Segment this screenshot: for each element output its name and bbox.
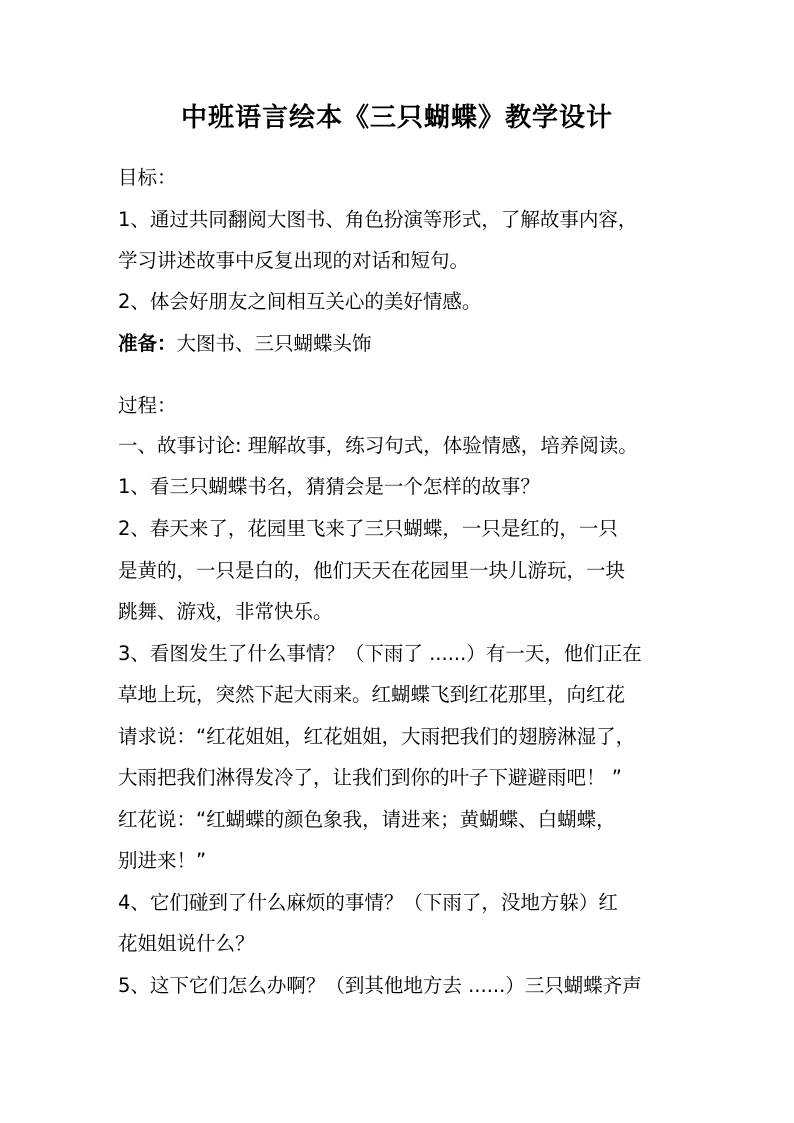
step-3-line-4: 大雨把我们淋得发冷了，让我们到你的叶子下避避雨吧！ ” xyxy=(118,766,622,789)
goal-1-line-2: 学习讲述故事中反复出现的对话和短句。 xyxy=(118,249,470,272)
step-3-line-2: 草地上玩，突然下起大雨来。红蝴蝶飞到红花那里，向红花 xyxy=(118,683,626,706)
process-heading: 过程： xyxy=(118,394,177,417)
step-3-line-3: 请求说：“红花姐姐，红花姐姐，大雨把我们的翅膀淋湿了， xyxy=(118,725,636,748)
part-1-heading: 一、故事讨论: 理解故事，练习句式，体验情感，培养阅读。 xyxy=(118,434,638,457)
step-4-line-1: 4、它们碰到了什么麻烦的事情？（下雨了，没地方躲）红 xyxy=(118,891,618,914)
step-2-line-1: 2、春天来了，花园里飞来了三只蝴蝶，一只是红的，一只 xyxy=(118,517,618,540)
prep-label: 准备： xyxy=(118,332,177,355)
step-3-line-1: 3、看图发生了什么事情？（下雨了 ......）有一天，他们正在 xyxy=(118,642,642,665)
prep-line xyxy=(118,329,698,359)
step-2-line-2: 是黄的，一只是白的，他们天天在花园里一块儿游玩，一块 xyxy=(118,559,626,582)
goal-1-line-1: 1、通过共同翻阅大图书、角色扮演等形式，了解故事内容， xyxy=(118,208,638,231)
step-1: 1、看三只蝴蝶书名，猜猜会是一个怎样的故事？ xyxy=(118,475,540,498)
prep-text: 大图书、三只蝴蝶头饰 xyxy=(176,332,372,355)
goal-2: 2、体会好朋友之间相互关心的美好情感。 xyxy=(118,290,482,313)
goals-heading: 目标： xyxy=(118,166,177,189)
step-5-line-1: 5、这下它们怎么办啊？（到其他地方去 ......）三只蝴蝶齐声 xyxy=(118,974,642,997)
document-title: 中班语言绘本《三只蝴蝶》教学设计 xyxy=(180,103,613,133)
step-3-line-5: 红花说：“红蝴蝶的颜色象我，请进来；黄蝴蝶、白蝴蝶， xyxy=(118,808,616,831)
step-2-line-3: 跳舞、游戏，非常快乐。 xyxy=(118,600,333,623)
step-4-line-2: 花姐姐说什么？ xyxy=(118,932,255,955)
step-3-line-6: 别进来！” xyxy=(118,849,207,872)
